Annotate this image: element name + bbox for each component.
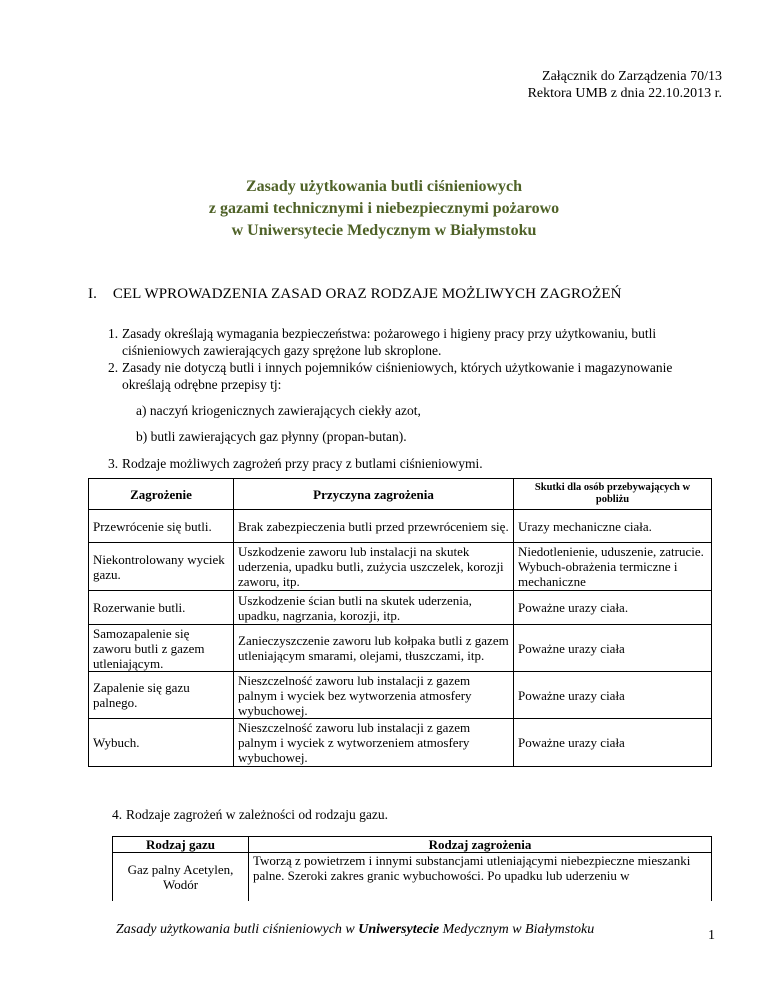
table-cell: Nieszczelność zaworu lub instalacji z gazem palnym i wyciek z wytworzeniem atmosfery wybuchowej. bbox=[234, 719, 514, 767]
table-cell: Rozerwanie butli. bbox=[89, 591, 234, 625]
table-row bbox=[89, 591, 712, 625]
table-row bbox=[89, 543, 712, 591]
footer-text-start: Zasady użytkowania butli ciśnieniowych w bbox=[116, 922, 359, 937]
table-header-row bbox=[89, 479, 712, 510]
table-cell: Uszkodzenie zaworu lub instalacji na skutek uderzenia, upadku butli, zużycia uszczelek, korozji zaworu, itp. bbox=[234, 543, 514, 591]
document-title bbox=[0, 176, 768, 242]
page-number: 1 bbox=[708, 928, 715, 943]
table-cell: Poważne urazy ciała. bbox=[514, 591, 712, 625]
table-header: Rodzaj zagrożenia bbox=[249, 837, 712, 853]
table-cell: Gaz palny Acetylen, Wodór bbox=[113, 853, 249, 901]
table-cell: Poważne urazy ciała bbox=[514, 625, 712, 672]
table-header: Zagrożenie bbox=[89, 479, 234, 510]
page-footer bbox=[116, 922, 594, 938]
section-title: CEL WPROWADZENIA ZASAD ORAZ RODZAJE MOŻLIWYCH ZAGROŻEŃ bbox=[112, 286, 622, 302]
list-item-text: Zasady nie dotyczą butli i innych pojemników ciśnieniowych, których użytkowanie i magazynowanie określają odrębne przepisy tj: bbox=[122, 360, 673, 392]
attachment-line-2: Rektora UMB z dnia 22.10.2013 r. bbox=[527, 86, 722, 101]
table-cell: Tworzą z powietrzem i innymi substancjami utleniającymi niebezpieczne mieszanki palne. Szeroki zakres granic wybuchowości. Po upadku lub uderzeniu w bbox=[249, 853, 712, 901]
list-item-number: 3. bbox=[108, 456, 119, 471]
table-cell: Niekontrolowany wyciek gazu. bbox=[89, 543, 234, 591]
table-cell: Wybuch. bbox=[89, 719, 234, 767]
table-header: Rodzaj gazu bbox=[113, 837, 249, 853]
section-number: I. bbox=[88, 286, 97, 302]
table-cell: Nieszczelność zaworu lub instalacji z gazem palnym i wyciek bez wytworzenia atmosfery wybuchowej. bbox=[234, 672, 514, 719]
table-cell: Poważne urazy ciała bbox=[514, 672, 712, 719]
table-row bbox=[89, 625, 712, 672]
list-item-number: 2. bbox=[108, 360, 119, 375]
list-item-text: Zasady określają wymagania bezpieczeństwa: pożarowego i higieny pracy przy użytkowaniu, butli ciśnieniowych zawierających gazy sprężone lub skroplone. bbox=[122, 326, 657, 358]
table-row bbox=[89, 719, 712, 767]
table-row bbox=[89, 672, 712, 719]
table-row bbox=[113, 853, 712, 901]
list-item bbox=[112, 806, 726, 823]
title-line-2: z gazami technicznymi i niebezpiecznymi pożarowo bbox=[208, 200, 560, 217]
footer-text-bold: Uniwersytecie bbox=[358, 922, 440, 937]
list-item-number: 1. bbox=[108, 326, 119, 341]
section-heading bbox=[88, 286, 622, 303]
attachment-line-1: Załącznik do Zarządzenia 70/13 bbox=[542, 69, 722, 84]
table-cell: Samozapalenie się zaworu butli z gazem utleniającym. bbox=[89, 625, 234, 672]
table-header-row bbox=[113, 837, 712, 853]
table-cell: Niedotlenienie, uduszenie, zatrucie. Wybuch-obrażenia termiczne i mechaniczne bbox=[514, 543, 712, 591]
footer-text-end: Medycznym w Białymstoku bbox=[439, 922, 595, 937]
title-line-1: Zasady użytkowania butli ciśnieniowych bbox=[245, 178, 523, 195]
table-cell: Zanieczyszczenie zaworu lub kołpaka butli z gazem utleniającym smarami, olejami, tłuszczami, itp. bbox=[234, 625, 514, 672]
table-header: Przyczyna zagrożenia bbox=[234, 479, 514, 510]
attachment-reference bbox=[528, 68, 722, 102]
table-cell: Brak zabezpieczenia butli przed przewróceniem się. bbox=[234, 510, 514, 543]
list-item bbox=[108, 325, 722, 359]
list-item bbox=[108, 455, 722, 472]
table-cell: Zapalenie się gazu palnego. bbox=[89, 672, 234, 719]
list-item bbox=[108, 359, 722, 393]
table-cell: Uszkodzenie ścian butli na skutek uderzenia, upadku, nagrzania, korozji, itp. bbox=[234, 591, 514, 625]
hazards-table bbox=[88, 478, 712, 767]
table-row bbox=[89, 510, 712, 543]
table-cell: Poważne urazy ciała bbox=[514, 719, 712, 767]
gas-hazards-table bbox=[112, 836, 712, 901]
table-cell: Urazy mechaniczne ciała. bbox=[514, 510, 712, 543]
title-line-3: w Uniwersytecie Medycznym w Białymstoku bbox=[231, 222, 537, 239]
list-item-number: 4. bbox=[112, 807, 123, 822]
list-item-text: Rodzaje zagrożeń w zależności od rodzaju gazu. bbox=[126, 807, 388, 822]
table-header: Skutki dla osób przebywających w pobliżu bbox=[514, 479, 712, 510]
sub-item: b) butli zawierających gaz płynny (propan-butan). bbox=[136, 429, 407, 444]
sub-item: a) naczyń kriogenicznych zawierających ciekły azot, bbox=[136, 403, 421, 418]
table-cell: Przewrócenie się butli. bbox=[89, 510, 234, 543]
list-item-text: Rodzaje możliwych zagrożeń przy pracy z butlami ciśnieniowymi. bbox=[122, 456, 483, 471]
